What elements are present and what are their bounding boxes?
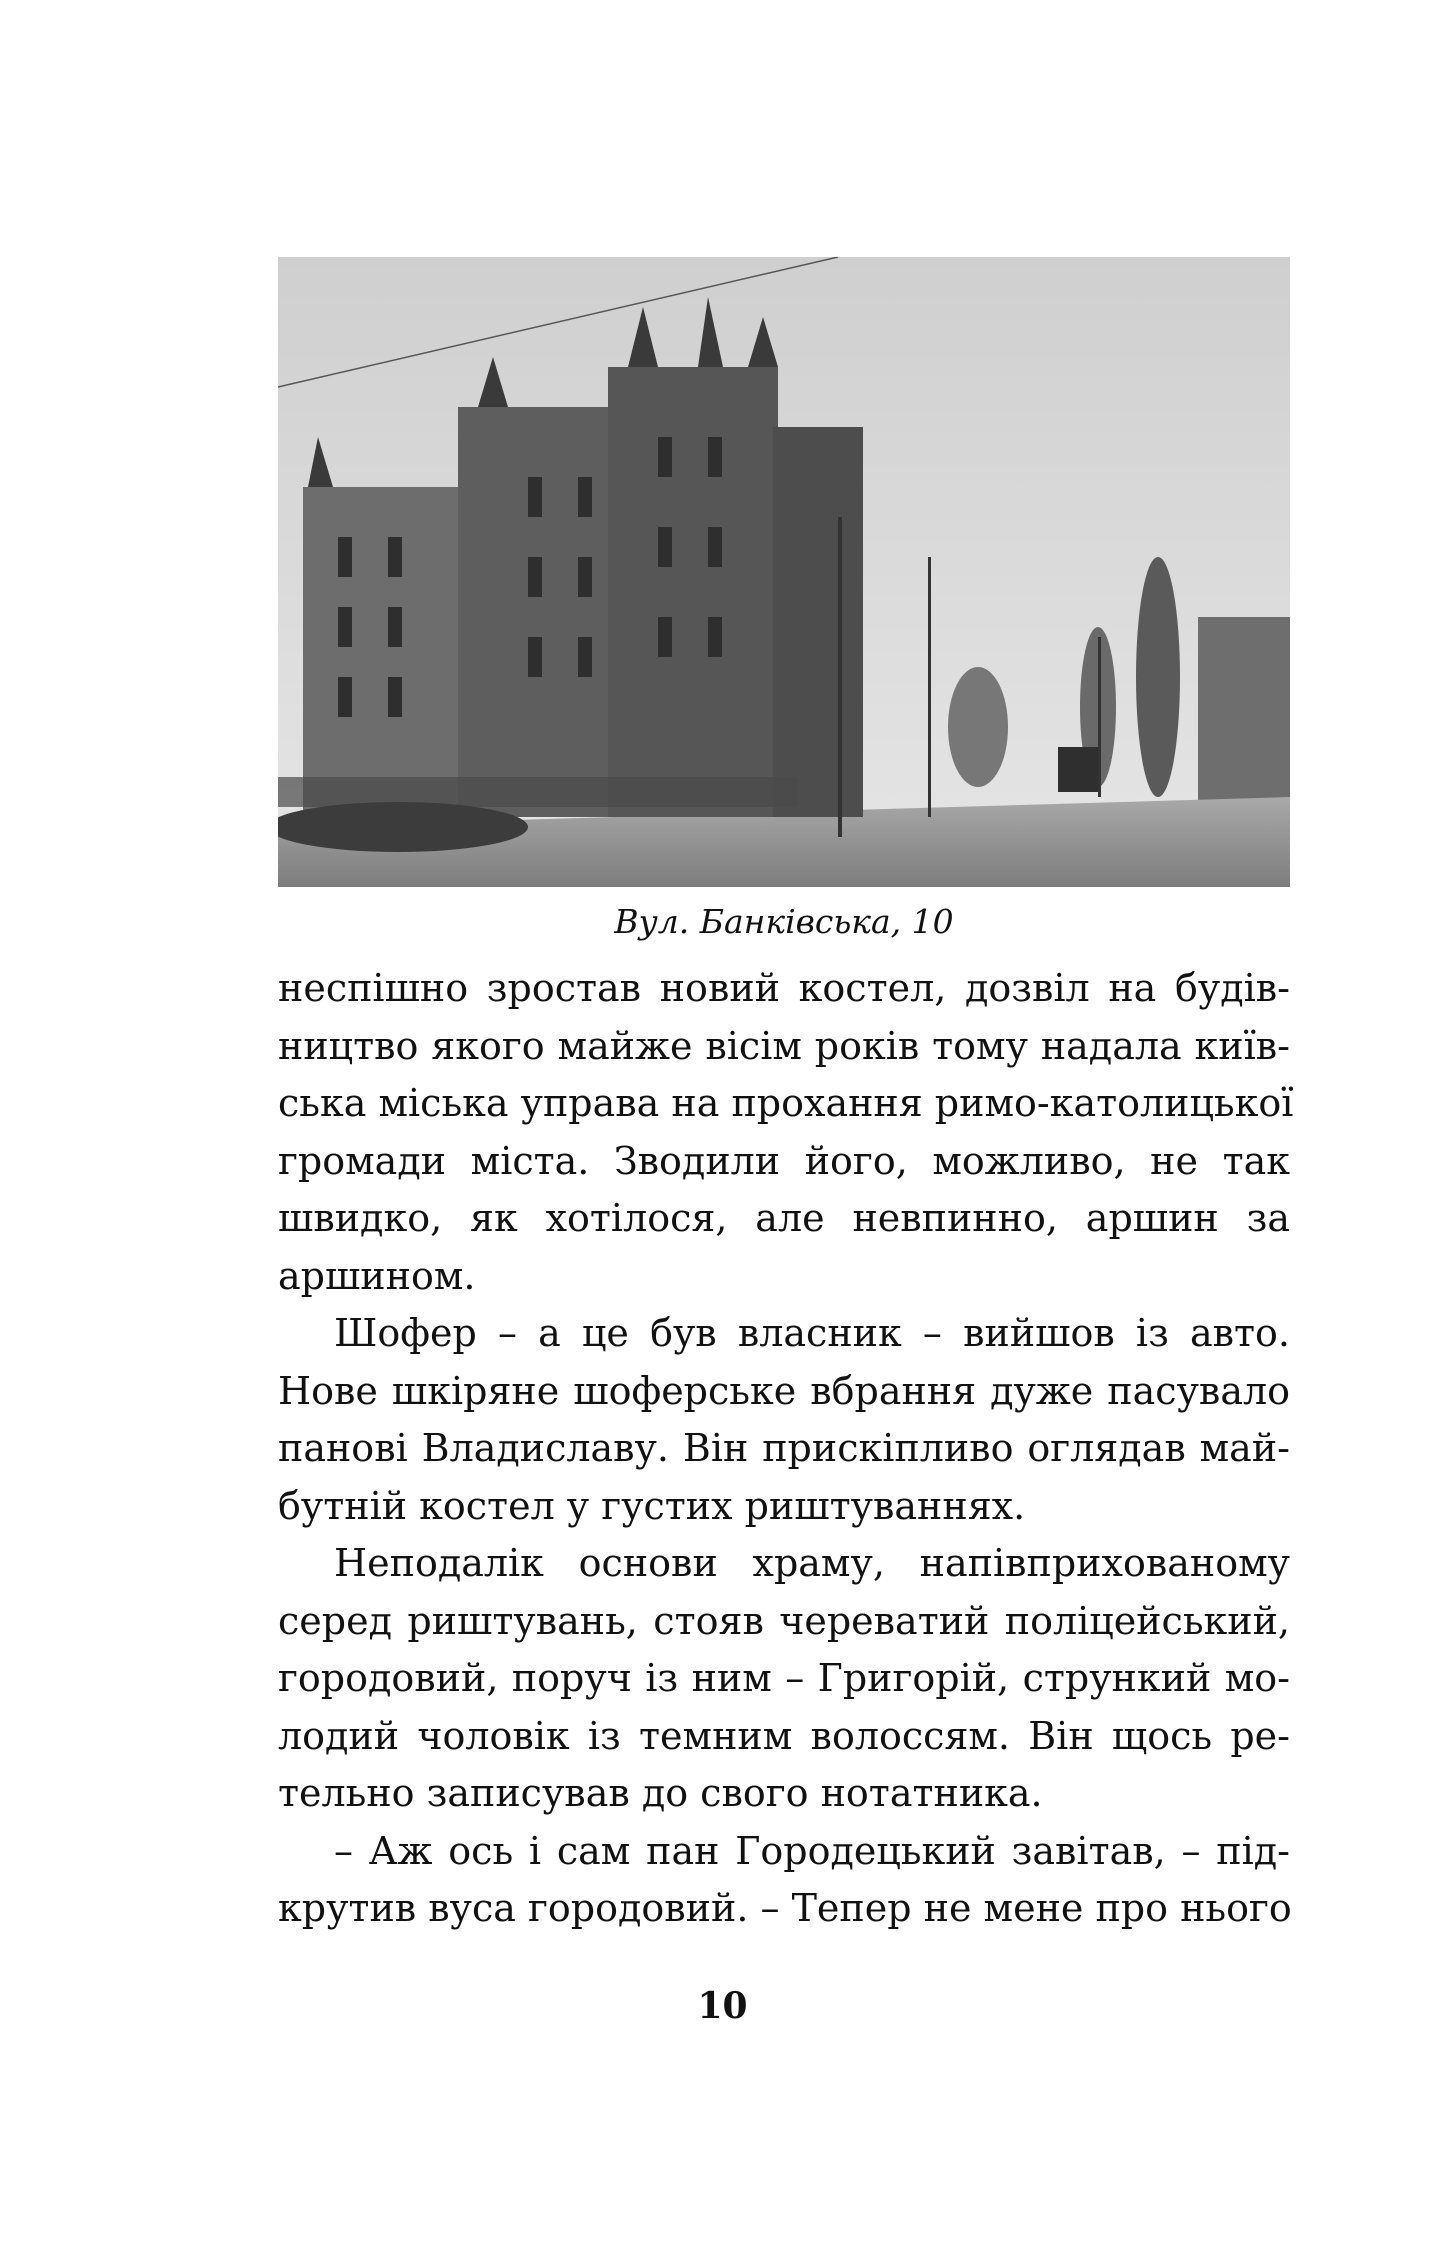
- text-line: серед риштувань, стояв череватий поліцейський,: [278, 1598, 1290, 1643]
- text-line: ська міська управа на прохання римо-католицької: [278, 1081, 1294, 1125]
- figure-caption: Вул. Банківська, 10: [614, 902, 954, 941]
- page-number: 10: [697, 1985, 748, 2027]
- body-text: [278, 960, 1294, 1938]
- text-line: Нове шкіряне шоферське вбрання дуже пасувало: [278, 1368, 1290, 1413]
- text-line: лодий чоловік із темним волоссям. Він щось ре-: [278, 1713, 1290, 1758]
- text-line: бутній костел у густих риштуваннях.: [278, 1483, 1026, 1528]
- text-line: панові Владиславу. Він прискіпливо оглядав май-: [278, 1426, 1290, 1470]
- text-line: тельно записував до свого нотатника.: [278, 1771, 1043, 1815]
- historical-photo: [278, 257, 1290, 887]
- text-line: громади міста. Зводили його, можливо, не так: [278, 1138, 1290, 1183]
- text-line: ництво якого майже вісім років тому надала київ-: [278, 1023, 1290, 1068]
- text-line: аршином.: [278, 1253, 476, 1298]
- building-photo-illustration: [278, 257, 1290, 887]
- text-line: неспішно зростав новий костел, дозвіл на будів-: [278, 966, 1290, 1010]
- text-line: швидко, як хотілося, але невпинно, аршин за: [278, 1196, 1290, 1240]
- text-line: Неподалік основи храму, напівприхованому: [334, 1541, 1290, 1585]
- text-line: Шофер – а це був власник – вийшов із авто.: [334, 1311, 1290, 1355]
- text-line: крутив вуса городовий. – Тепер не мене про нього: [278, 1886, 1292, 1930]
- text-line: городовий, поруч із ним – Григорій, стрункий мо-: [278, 1656, 1290, 1700]
- text-line: – Аж ось і сам пан Городецький завітав, – під-: [334, 1828, 1290, 1873]
